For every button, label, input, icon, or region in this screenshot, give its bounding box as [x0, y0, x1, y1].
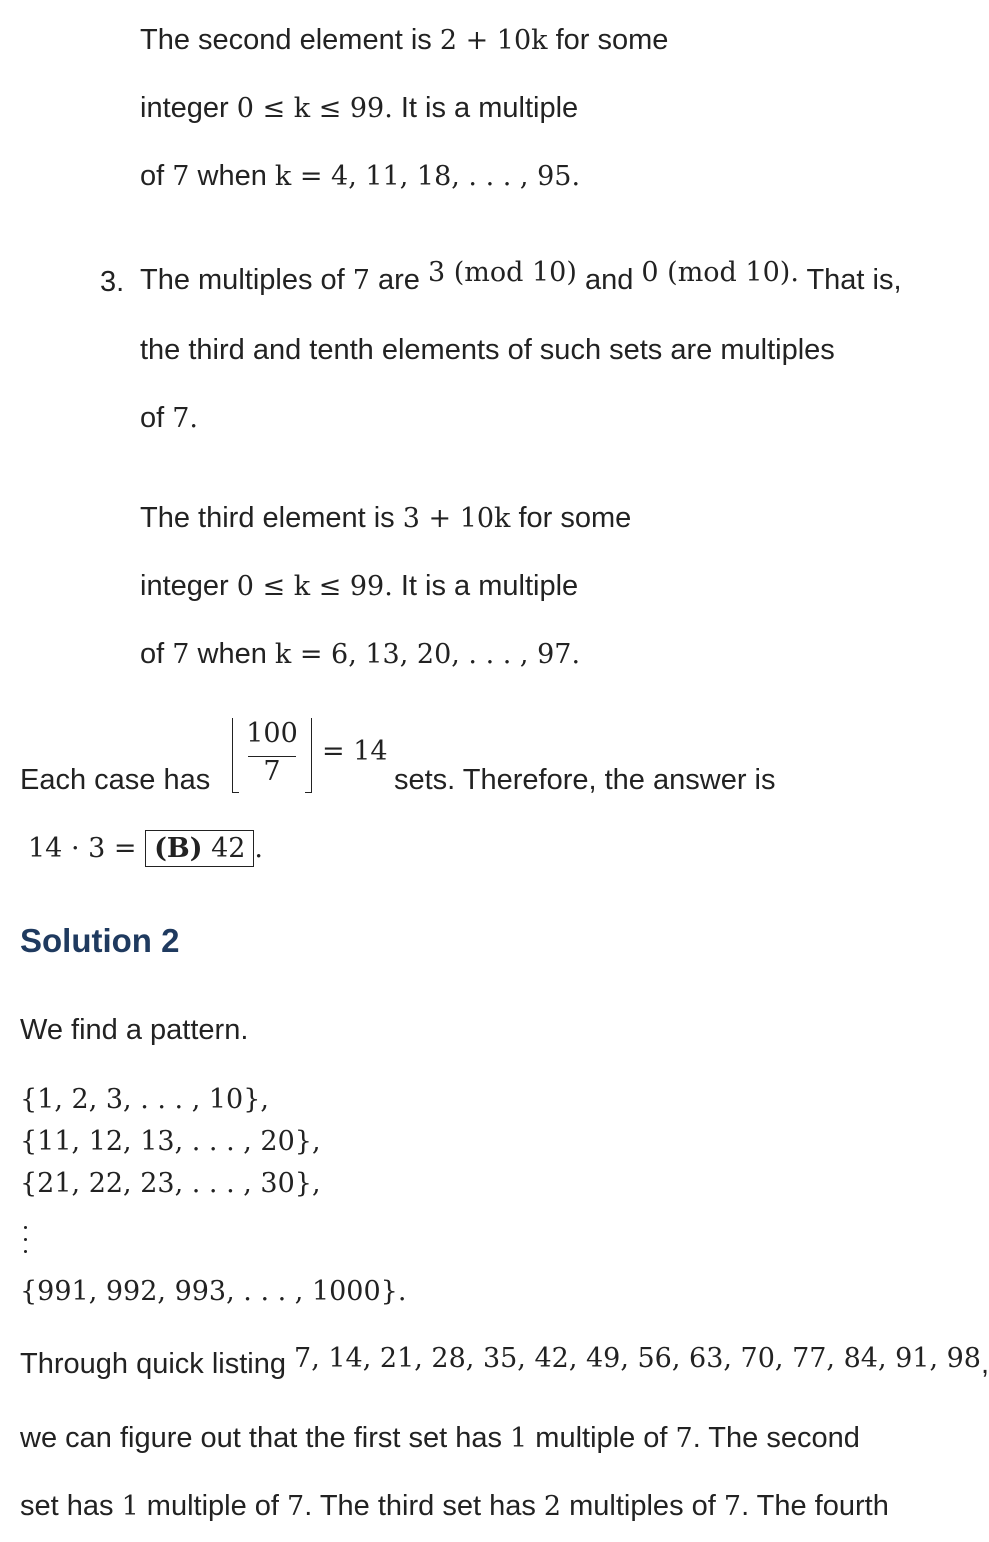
case3-line-2: the third and tenth elements of such sets are multiples	[140, 334, 835, 366]
set-last: {991, 992, 993, . . . , 1000}.	[20, 1276, 407, 1307]
set-1: {1, 2, 3, . . . , 10},	[20, 1084, 269, 1115]
floor-bracket-right	[305, 718, 312, 793]
case2-line-1: The second element is 2 + 10k for some	[140, 24, 669, 56]
vertical-dots	[22, 1226, 32, 1262]
paragraph-line-2: set has 1 multiple of 7. The third set has 2 multiples of 7. The fourth	[20, 1490, 889, 1522]
equals-14: = 14	[322, 736, 388, 767]
calc-expression: 14 · 3 =	[28, 833, 137, 864]
answer-box	[145, 830, 254, 867]
math-expression: 0 ≤ k ≤ 99.	[236, 571, 393, 602]
floor-fraction	[232, 718, 312, 794]
list-number: 3.	[100, 266, 125, 298]
case3-sub-line-2: integer 0 ≤ k ≤ 99. It is a multiple	[140, 570, 579, 602]
math-expression: k = 6, 13, 20, . . . , 97.	[274, 639, 581, 670]
case2-line-3: of 7 when k = 4, 11, 18, . . . , 95.	[140, 160, 581, 192]
case3-sub-line-3: of 7 when k = 6, 13, 20, . . . , 97.	[140, 638, 581, 670]
math-expression: 2 + 10k	[439, 25, 548, 56]
fraction-denominator: 7	[263, 756, 281, 787]
section-heading: Solution 2	[20, 922, 180, 959]
answer-line: 14 · 3 = (B) 42 .	[28, 830, 263, 867]
answer-value: 42	[211, 833, 246, 864]
set-3: {21, 22, 23, . . . , 30},	[20, 1168, 321, 1199]
case3-sub-line-1: The third element is 3 + 10k for some	[140, 502, 632, 534]
math-expression: 7, 14, 21, 28, 35, 42, 49, 56, 63, 70, 77, 84, 91, 98	[294, 1343, 981, 1374]
case2-line-2: integer 0 ≤ k ≤ 99. It is a multiple	[140, 92, 579, 124]
math-expression: 3 (mod 10)	[427, 257, 577, 288]
math-expression: 0 ≤ k ≤ 99.	[236, 93, 393, 124]
paragraph-line-1: we can figure out that the first set has 1 multiple of 7. The second	[20, 1422, 860, 1454]
intro-text: We find a pattern.	[20, 1014, 249, 1046]
conclusion-text-a: Each case has	[20, 764, 211, 796]
answer-letter: (B)	[154, 833, 203, 864]
set-2: {11, 12, 13, . . . , 20},	[20, 1126, 321, 1157]
math-expression: 3 + 10k	[402, 503, 511, 534]
fraction-numerator: 100	[246, 718, 298, 749]
listing-line: Through quick listing 7, 14, 21, 28, 35, 42, 49, 56, 63, 70, 77, 84, 91, 98,	[20, 1343, 989, 1380]
math-expression: 0 (mod 10).	[641, 257, 799, 288]
case3-line-1: The multiples of 7 are 3 (mod 10) and 0 (mod 10). That is,	[140, 257, 902, 296]
case3-line-3: of 7.	[140, 402, 199, 434]
conclusion-text-b: sets. Therefore, the answer is	[394, 764, 776, 796]
math-expression: k = 4, 11, 18, . . . , 95.	[274, 161, 581, 192]
